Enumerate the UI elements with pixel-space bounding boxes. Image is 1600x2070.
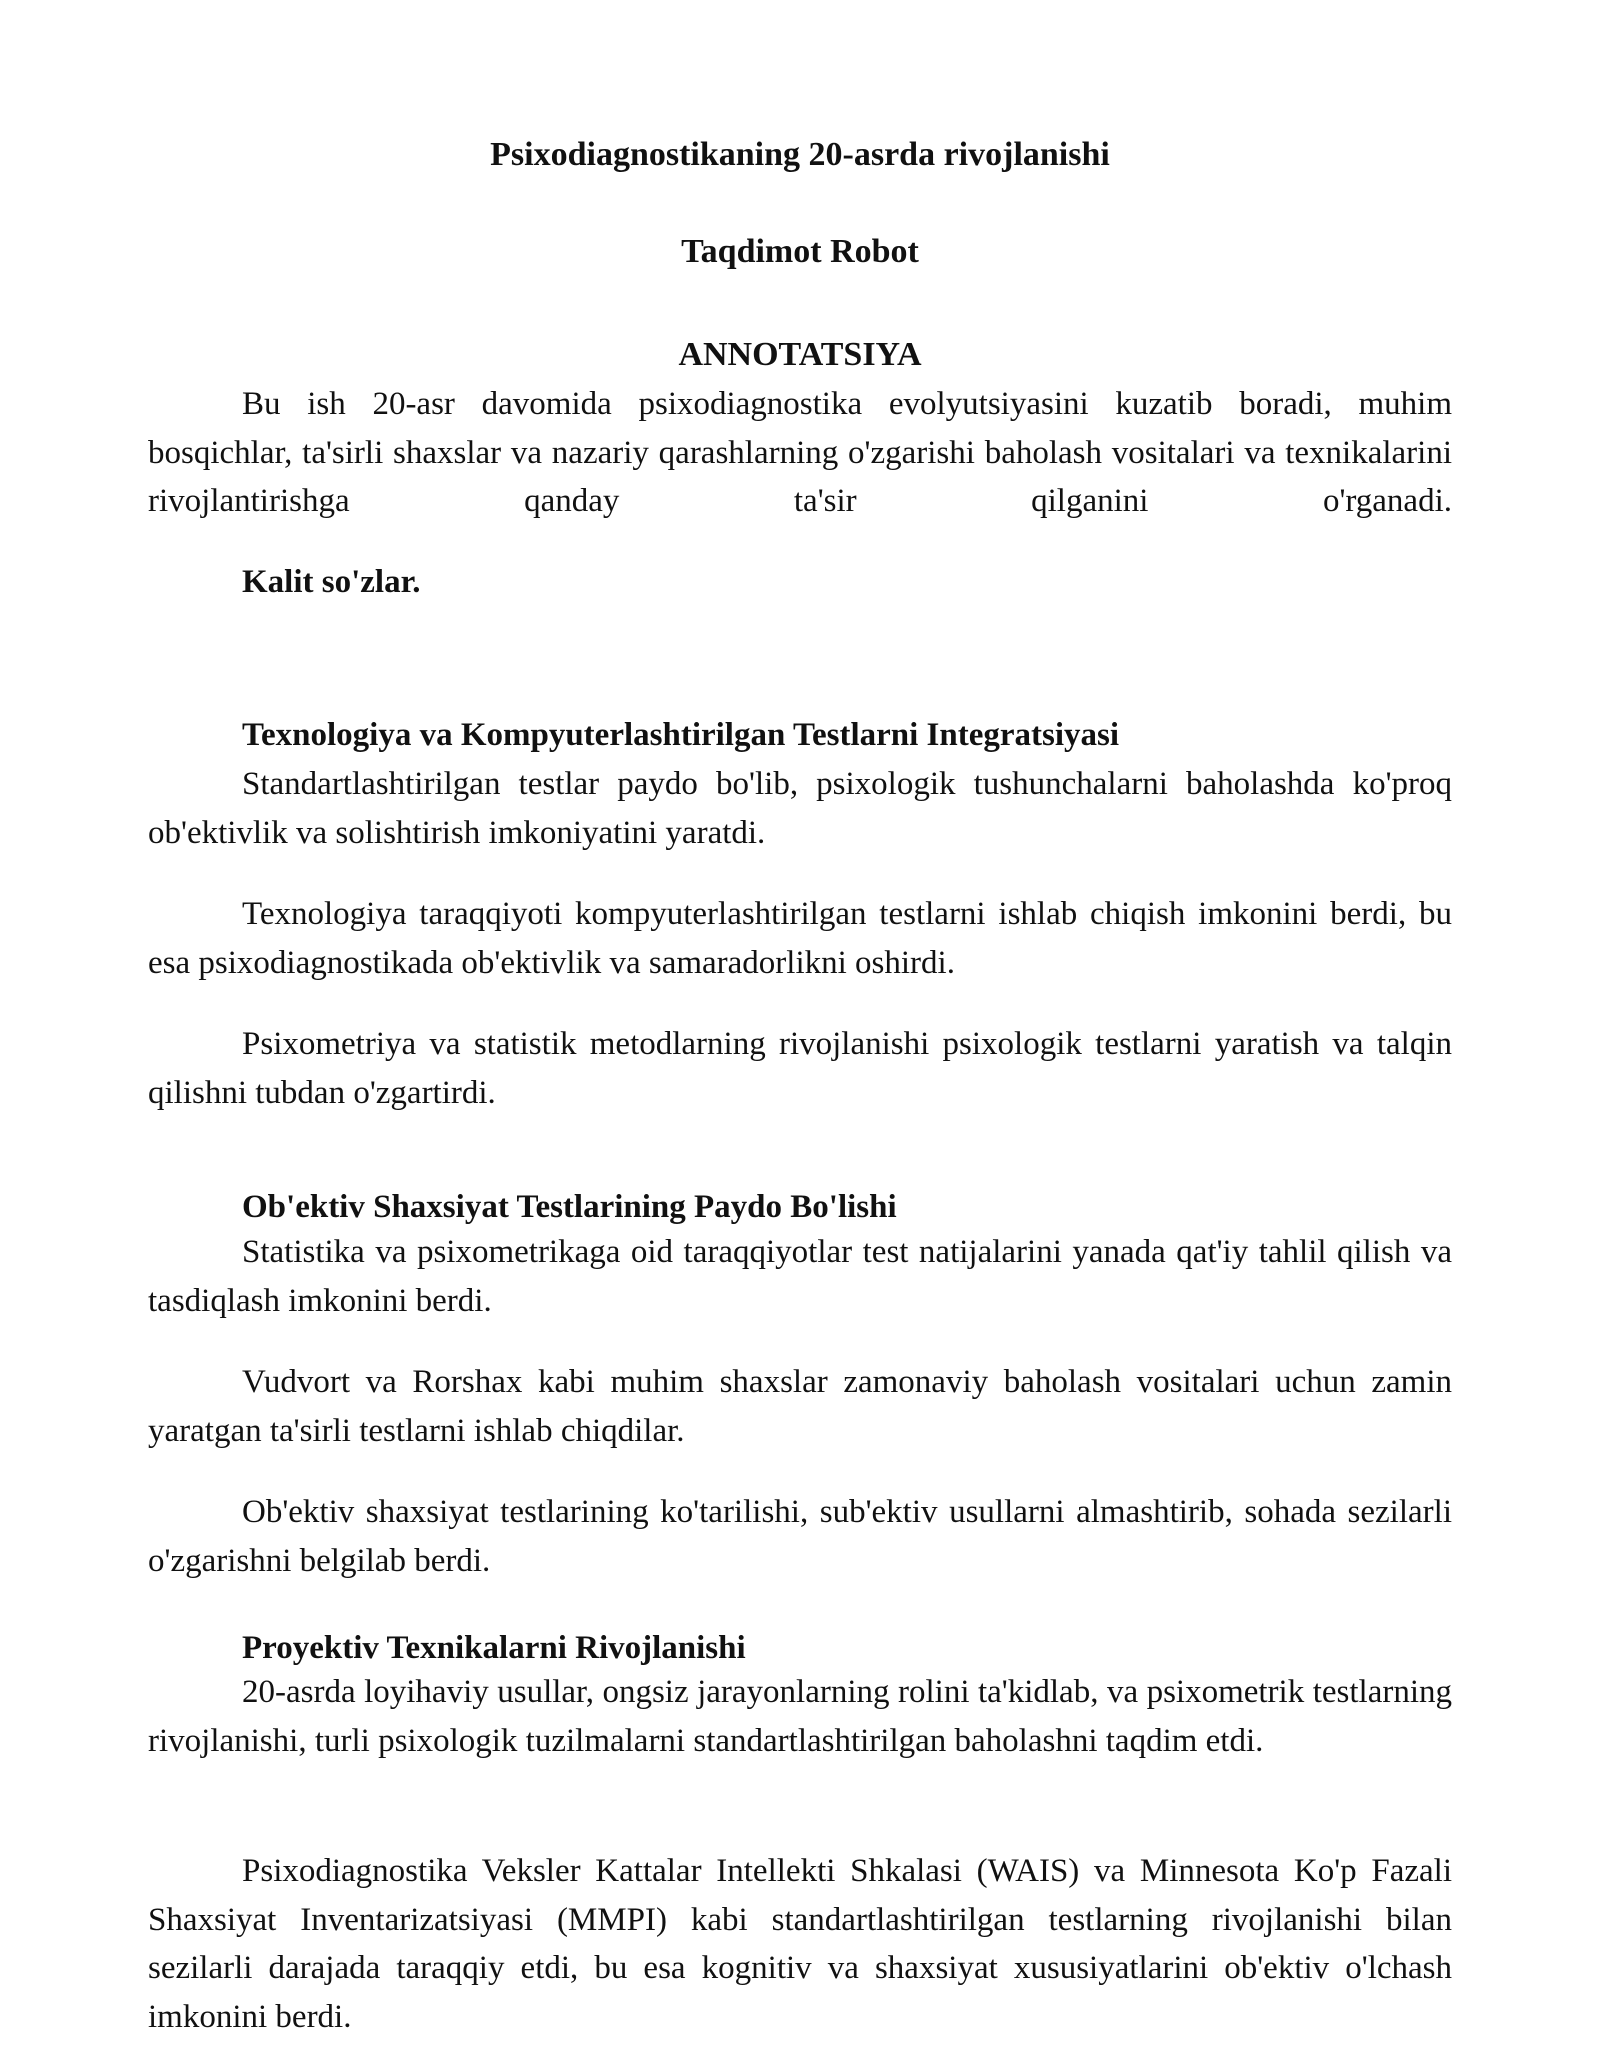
- section-paragraph: Psixodiagnostika Veksler Kattalar Intellekti Shkalasi (WAIS) va Minnesota Ko'p Fazali Shaxsiyat Inventarizatsiyasi (MMPI) kabi standartlashtirilgan testlarning rivojlanishi bilan sezilarli darajada taraqqiy etdi, bu esa kognitiv va shaxsiyat xususiyatlarini ob'ektiv o'lchash imkonini berdi.: [148, 1853, 1452, 2035]
- section-paragraph: Ob'ektiv shaxsiyat testlarining ko'tarilishi, sub'ektiv usullarni almashtirib, sohada sezilarli o'zgarishni belgilab berdi.: [148, 1494, 1452, 1579]
- section-paragraph: Psixometriya va statistik metodlarning rivojlanishi psixologik testlarni yaratish va talqin qilishni tubdan o'zgartirdi.: [148, 1026, 1452, 1111]
- document-author: Taqdimot Robot: [681, 233, 919, 270]
- keywords-label: Kalit so'zlar.: [242, 564, 421, 600]
- section-paragraph: Texnologiya taraqqiyoti kompyuterlashtirilgan testlarni ishlab chiqish imkonini berdi, bu esa psixodiagnostikada ob'ektivlik va samaradorlikni oshirdi.: [148, 896, 1452, 981]
- section-paragraph: Standartlashtirilgan testlar paydo bo'lib, psixologik tushunchalarni baholashda ko'proq ob'ektivlik va solishtirish imkoniyatini yaratdi.: [148, 766, 1452, 851]
- section-heading: Proyektiv Texnikalarni Rivojlanishi: [242, 1630, 746, 1666]
- document-title: Psixodiagnostikaning 20-asrda rivojlanishi: [490, 136, 1110, 173]
- section-paragraph: Vudvort va Rorshax kabi muhim shaxslar zamonaviy baholash vositalari uchun zamin yaratgan ta'sirli testlarni ishlab chiqdilar.: [148, 1364, 1452, 1449]
- section-heading: Ob'ektiv Shaxsiyat Testlarining Paydo Bo'lishi: [242, 1189, 897, 1225]
- section-paragraph: 20-asrda loyihaviy usullar, ongsiz jarayonlarning rolini ta'kidlab, va psixometrik testlarning rivojlanishi, turli psixologik tuzilmalarni standartlashtirilgan baholashni taqdim etdi.: [148, 1674, 1452, 1759]
- annotation-text: Bu ish 20-asr davomida psixodiagnostika evolyutsiyasini kuzatib boradi, muhim bosqichlar, ta'sirli shaxslar va nazariy qarashlarning o'zgarishi baholash vositalari va texnikalarini rivojlantirishga qanday ta'sir qilganini o'rganadi.: [148, 386, 1452, 519]
- annotation-heading: ANNOTATSIYA: [678, 336, 922, 373]
- section-heading: Texnologiya va Kompyuterlashtirilgan Testlarni Integratsiyasi: [242, 717, 1120, 753]
- section-paragraph: Statistika va psixometrikaga oid taraqqiyotlar test natijalarini yanada qat'iy tahlil qilish va tasdiqlash imkonini berdi.: [148, 1234, 1452, 1319]
